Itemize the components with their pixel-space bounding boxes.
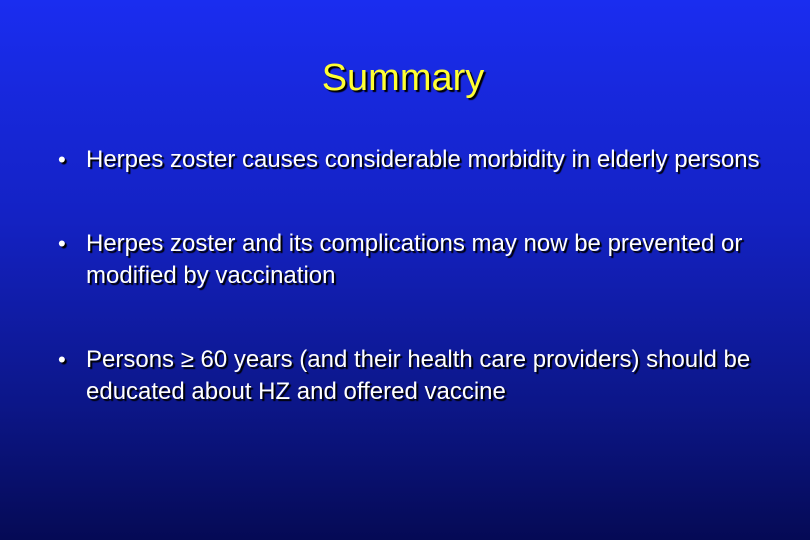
bullet-icon: • bbox=[58, 231, 66, 256]
slide-title-text: Summary bbox=[321, 57, 485, 99]
bullet-icon: • bbox=[58, 347, 66, 372]
bullet-icon: • bbox=[58, 147, 66, 172]
bullet-item bbox=[56, 344, 776, 408]
bullet-text: Persons ≥ 60 years (and their health care providers) should be educated about HZ and offered vaccine bbox=[86, 346, 751, 405]
bullet-item bbox=[56, 144, 776, 176]
bullet-item bbox=[56, 228, 776, 292]
bullet-text: Herpes zoster causes considerable morbidity in elderly persons bbox=[86, 146, 760, 173]
slide-title bbox=[0, 56, 810, 100]
bullet-text: Herpes zoster and its complications may now be prevented or modified by vaccination bbox=[86, 230, 743, 289]
bullet-list bbox=[56, 144, 776, 460]
